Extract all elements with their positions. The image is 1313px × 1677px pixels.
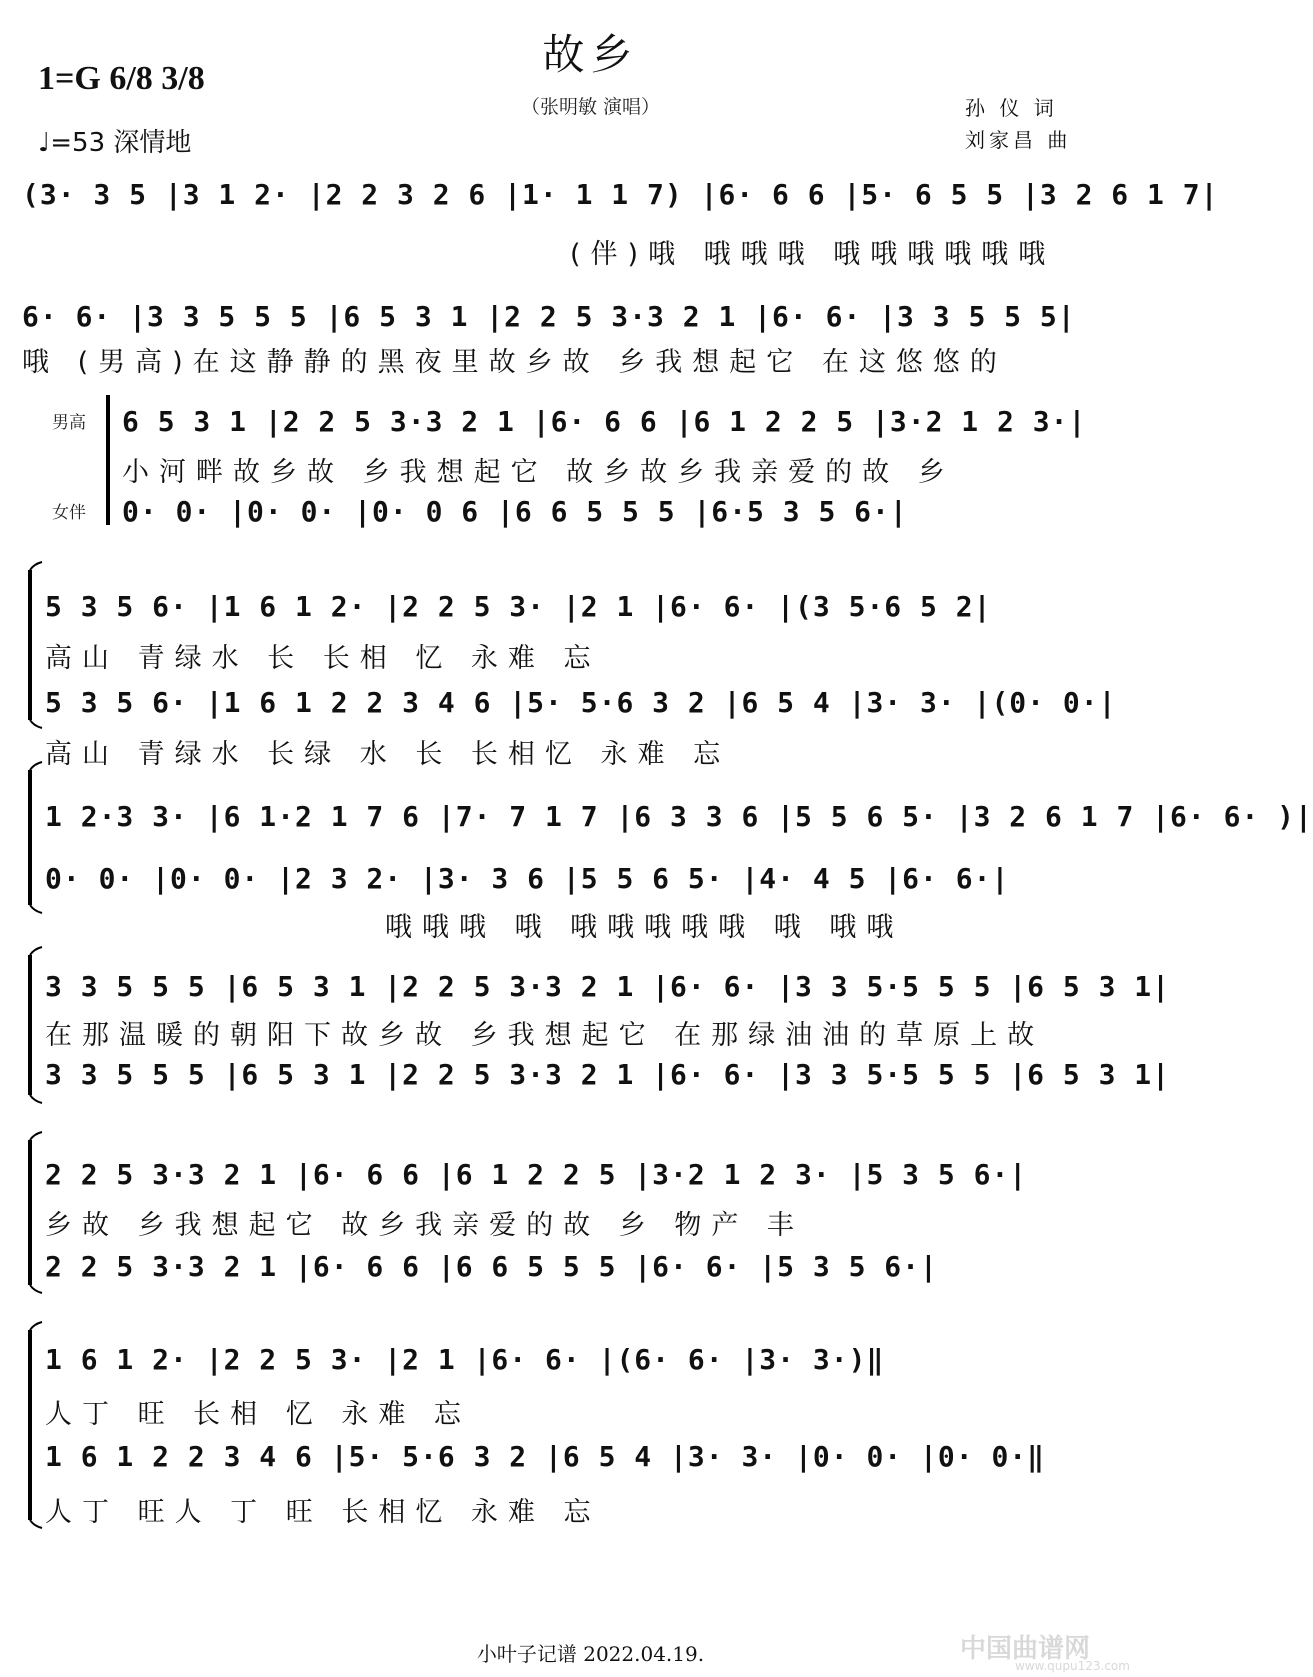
notation-line-2: 6· 6· |3 3 5 5 5 |6 5 3 1 |2 2 5 3·3 2 1 |6· 6· |3 3 5 5 5| (22, 300, 1076, 333)
notation-line-6-upper: 3 3 5 5 5 |6 5 3 1 |2 2 5 3·3 2 1 |6· 6· |3 3 5·5 5 5 |6 5 3 1| (45, 970, 1171, 1003)
part-label-male: 男高 (52, 413, 86, 433)
lyric-line-8-upper: 人丁 旺 长相 忆 永难 忘 (45, 1399, 471, 1430)
key-signature: 1=G 6/8 3/8 (38, 60, 205, 97)
lyric-line-2: 哦 (男高)在这静静的黑夜里故乡故 乡我想起它 在这悠悠的 (22, 347, 1007, 378)
notation-line-3-female: 0· 0· |0· 0· |0· 0 6 |6 6 5 5 5 |6·5 3 5 6·| (122, 495, 908, 528)
notation-line-5-lower: 0· 0· |0· 0· |2 3 2· |3· 3 6 |5 5 6 5· |4· 4 5 |6· 6·| (45, 862, 1010, 895)
notation-line-8-upper: 1 6 1 2· |2 2 5 3· |2 1 |6· 6· |(6· 6· |3· 3·)‖ (45, 1343, 885, 1376)
tempo-marking: ♩=53 深情地 (38, 128, 192, 158)
lyric-line-7: 乡故 乡我想起它 故乡我亲爱的故 乡 物产 丰 (45, 1210, 804, 1241)
notation-line-5-upper: 1 2·3 3· |6 1·2 1 7 6 |7· 7 1 7 |6 3 3 6 |5 5 6 5· |3 2 6 1 7 |6· 6· )| (45, 800, 1313, 833)
notation-line-4-lower: 5 3 5 6· |1 6 1 2 2 3 4 6 |5· 5·6 3 2 |6 5 4 |3· 3· |(0· 0·| (45, 686, 1117, 719)
lyric-line-4-upper: 高山 青绿水 长 长相 忆 永难 忘 (45, 643, 601, 674)
lyric-line-3: 小河畔故乡故 乡我想起它 故乡故乡我亲爱的故 乡 (122, 457, 955, 488)
notation-line-4-upper: 5 3 5 6· |1 6 1 2· |2 2 5 3· |2 1 |6· 6· |(3 5·6 5 2| (45, 590, 992, 623)
notation-line-8-lower: 1 6 1 2 2 3 4 6 |5· 5·6 3 2 |6 5 4 |3· 3· |0· 0· |0· 0·‖ (45, 1440, 1046, 1473)
song-title: 故乡 (542, 30, 639, 79)
transcriber-footer: 小叶子记谱 2022.04.19. (476, 1642, 705, 1666)
performer-subtitle: （张明敏 演唱） (520, 96, 661, 118)
watermark-logo: 中国曲谱网 (960, 1634, 1091, 1664)
lyric-line-5: 哦哦哦 哦 哦哦哦哦哦 哦 哦哦 (385, 912, 904, 943)
notation-line-7-upper: 2 2 5 3·3 2 1 |6· 6 6 |6 1 2 2 5 |3·2 1 2 3· |5 3 5 6·| (45, 1158, 1028, 1191)
watermark-url: www.qupu123.com (1015, 1659, 1130, 1673)
notation-line-6-lower: 3 3 5 5 5 |6 5 3 1 |2 2 5 3·3 2 1 |6· 6· |3 3 5·5 5 5 |6 5 3 1| (45, 1058, 1171, 1091)
lyricist-credit: 孙 仪 词 (965, 96, 1058, 120)
notation-line-3-male: 6 5 3 1 |2 2 5 3·3 2 1 |6· 6 6 |6 1 2 2 5 |3·2 1 2 3·| (122, 405, 1087, 438)
lyric-line-1: (伴)哦 哦哦哦 哦哦哦哦哦哦 (570, 239, 1056, 270)
lyric-line-6: 在那温暖的朝阳下故乡故 乡我想起它 在那绿油油的草原上故 (45, 1020, 1045, 1051)
composer-credit: 刘家昌 曲 (965, 128, 1072, 152)
part-label-female: 女伴 (52, 503, 86, 523)
notation-line-7-lower: 2 2 5 3·3 2 1 |6· 6 6 |6 6 5 5 5 |6· 6· |5 3 5 6·| (45, 1250, 938, 1283)
notation-line-1: (3· 3 5 |3 1 2· |2 2 3 2 6 |1· 1 1 7) |6· 6 6 |5· 6 5 5 |3 2 6 1 7| (22, 178, 1219, 211)
lyric-line-8-lower: 人丁 旺人 丁 旺 长相忆 永难 忘 (45, 1497, 601, 1528)
lyric-line-4-lower: 高山 青绿水 长绿 水 长 长相忆 永难 忘 (45, 739, 731, 770)
